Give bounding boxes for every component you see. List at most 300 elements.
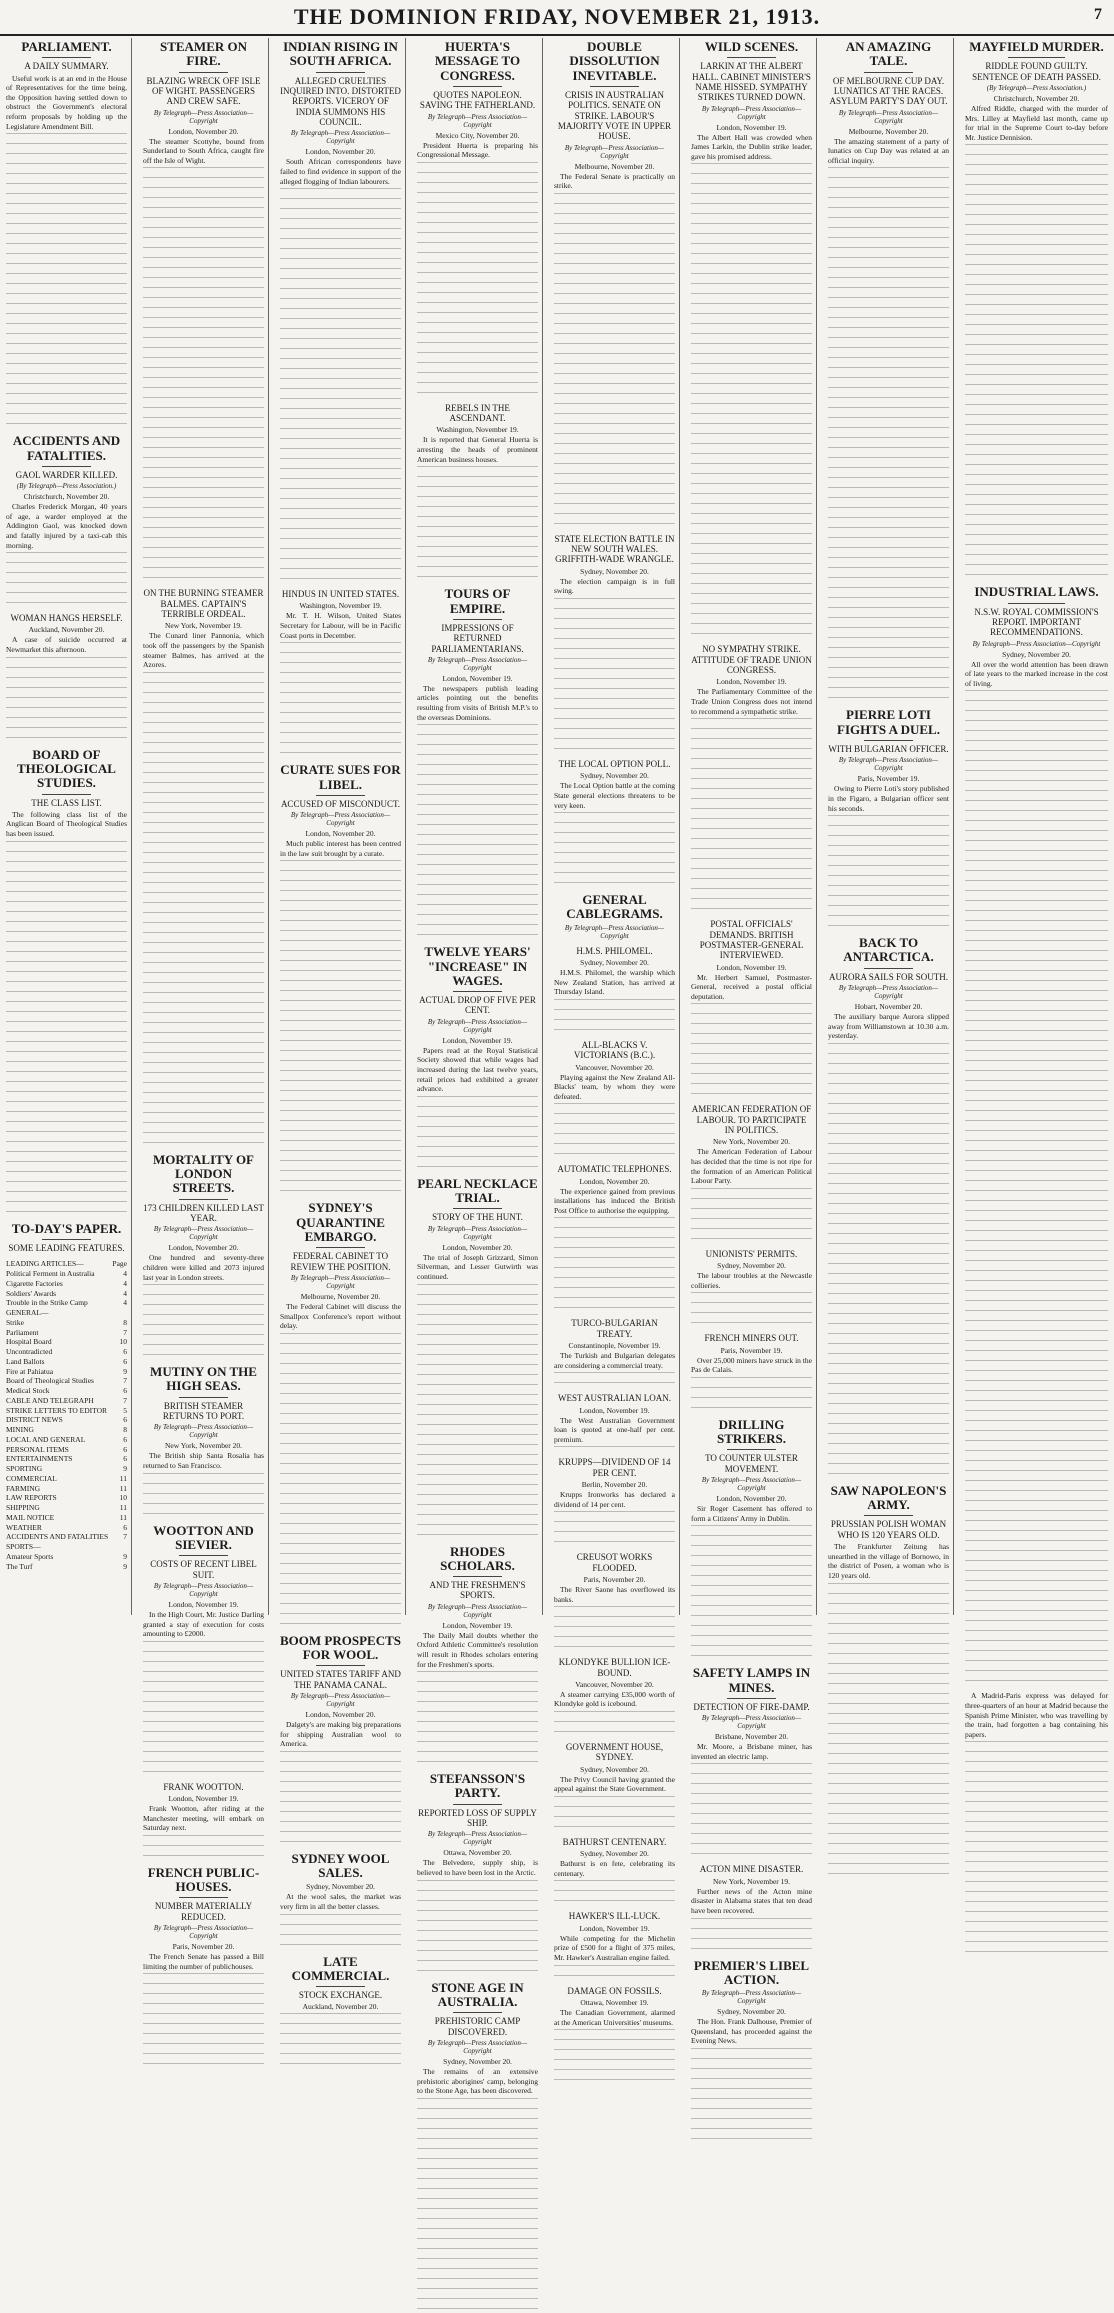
text-line — [965, 1110, 1108, 1115]
text-line — [691, 1083, 812, 1088]
text-line — [143, 497, 264, 502]
text-line — [6, 592, 127, 597]
text-line — [280, 448, 401, 453]
article-subheadline: OF MELBOURNE CUP DAY. LUNATICS AT THE RACES. ASYLUM PARTY'S DAY OUT. — [829, 75, 948, 107]
text-line — [417, 754, 538, 759]
text-line — [828, 617, 949, 622]
article-byline: By Telegraph—Press Association—Copyright — [290, 811, 391, 828]
article-body: The newspapers publish leading articles pointing out the benefits resulting from visits of British M.P.'s to the overseas Dominions. — [417, 683, 538, 722]
text-line — [6, 687, 127, 692]
text-line — [143, 397, 264, 402]
text-line — [417, 1166, 538, 1171]
text-line — [554, 1975, 675, 1980]
text-line — [691, 443, 812, 448]
text-line — [965, 184, 1108, 189]
article-text-lines — [691, 1188, 812, 1243]
text-line — [6, 1121, 127, 1126]
text-line — [280, 950, 401, 955]
column-1 — [2, 38, 132, 1615]
text-line — [417, 2288, 538, 2293]
article-subheadline: DAMAGE ON FOSSILS. — [567, 1985, 662, 1996]
article-byline: By Telegraph—Press Association—Copyright — [290, 129, 391, 146]
text-line — [554, 1217, 675, 1222]
text-line — [417, 1414, 538, 1419]
article-headline: MAYFIELD MURDER. — [969, 39, 1104, 54]
text-line — [965, 1570, 1108, 1575]
text-line — [417, 724, 538, 729]
text-line — [965, 1440, 1108, 1445]
article — [417, 40, 538, 397]
text-line — [691, 433, 812, 438]
text-line — [417, 272, 538, 277]
text-line — [6, 303, 127, 308]
text-line — [691, 1645, 812, 1650]
article-body: The Belvedere, supply ship, is believed to have been lost in the Arctic. — [417, 1858, 538, 1878]
text-line — [691, 1397, 812, 1402]
contents-label: DISTRICT NEWS — [6, 1415, 63, 1425]
text-line — [280, 1801, 401, 1806]
article-subheadline: THE LOCAL OPTION POLL. — [558, 759, 671, 770]
text-line — [280, 1841, 401, 1846]
text-line — [417, 814, 538, 819]
text-line — [280, 742, 401, 747]
text-line — [417, 362, 538, 367]
text-line — [691, 728, 812, 733]
contents-row — [6, 1445, 127, 1455]
text-line — [965, 544, 1108, 549]
text-line — [417, 2248, 538, 2253]
text-line — [143, 1855, 264, 1860]
contents-page: 6 — [123, 1415, 127, 1425]
article-byline: By Telegraph—Press Association—Copyright — [427, 1830, 528, 1847]
text-line — [280, 1423, 401, 1428]
article-dateline: New York, November 19. — [712, 1876, 791, 1886]
text-line — [828, 1043, 949, 1048]
text-line — [280, 488, 401, 493]
text-line — [691, 213, 812, 218]
text-line — [828, 1213, 949, 1218]
text-line — [828, 667, 949, 672]
text-line — [554, 1606, 675, 1611]
article-text-lines — [417, 162, 538, 397]
text-line — [280, 1020, 401, 1025]
text-line — [828, 527, 949, 532]
text-line — [280, 338, 401, 343]
text-line — [417, 2168, 538, 2173]
text-line — [828, 547, 949, 552]
text-line — [417, 1900, 538, 1905]
contents-page: 9 — [123, 1366, 127, 1376]
text-line — [280, 1040, 401, 1045]
text-line — [417, 182, 538, 187]
text-line — [691, 818, 812, 823]
headline-rule — [590, 86, 638, 87]
text-line — [417, 1890, 538, 1895]
text-line — [965, 284, 1108, 289]
contents-row — [6, 1386, 127, 1396]
text-line — [280, 1453, 401, 1458]
article-dateline: Berlin, November 20. — [581, 1480, 648, 1490]
text-line — [691, 1595, 812, 1600]
text-line — [554, 822, 675, 827]
text-line — [828, 247, 949, 252]
text-line — [691, 1525, 812, 1530]
text-line — [6, 243, 127, 248]
article-dateline: London, November 19. — [442, 1035, 513, 1045]
text-line — [143, 1132, 264, 1137]
text-line — [6, 293, 127, 298]
text-line — [965, 1550, 1108, 1555]
text-line — [691, 303, 812, 308]
text-line — [280, 1150, 401, 1155]
text-line — [828, 677, 949, 682]
article-body: H.M.S. Philomel, the warship which New Zealand Station, has arrived at Thursday Island. — [554, 968, 675, 997]
text-line — [280, 1180, 401, 1185]
article — [965, 585, 1108, 1685]
text-line — [554, 493, 675, 498]
headline-rule — [453, 2012, 501, 2013]
text-line — [417, 734, 538, 739]
article-text-lines — [828, 1043, 949, 1478]
article-subheadline: NUMBER MATERIALLY REDUCED. — [154, 1901, 253, 1922]
text-line — [143, 457, 264, 462]
text-line — [417, 854, 538, 859]
article-subheadline: AUTOMATIC TELEPHONES. — [557, 1164, 672, 1175]
text-line — [554, 1113, 675, 1118]
text-line — [965, 710, 1108, 715]
text-line — [965, 840, 1108, 845]
text-line — [691, 1585, 812, 1590]
article-text-lines — [554, 1796, 675, 1831]
text-line — [965, 790, 1108, 795]
text-line — [828, 1783, 949, 1788]
text-line — [691, 503, 812, 508]
text-line — [280, 1333, 401, 1338]
text-line — [417, 1494, 538, 1499]
text-line — [143, 822, 264, 827]
contents-label: MINING — [6, 1425, 34, 1435]
text-line — [965, 1881, 1108, 1886]
text-line — [143, 1835, 264, 1840]
page-number: 7 — [1094, 6, 1102, 23]
text-line — [143, 1751, 264, 1756]
article-headline: SYDNEY WOOL SALES. — [291, 1850, 390, 1881]
text-line — [965, 514, 1108, 519]
article-subheadline: IMPRESSIONS OF RETURNED PARLIAMENTARIANS. — [431, 622, 524, 654]
headline-rule — [316, 795, 364, 796]
text-line — [417, 1751, 538, 1756]
text-line — [828, 1703, 949, 1708]
contents-page: 11 — [119, 1473, 127, 1483]
text-line — [280, 1821, 401, 1826]
text-line — [417, 1434, 538, 1439]
text-line — [6, 941, 127, 946]
column-5 — [550, 38, 680, 2027]
article-subheadline: REBELS IN THE ASCENDANT. — [445, 402, 510, 424]
text-line — [417, 2308, 538, 2313]
text-line — [417, 2228, 538, 2233]
article-body: The Privy Council having granted the appeal against the State Government. — [554, 1774, 675, 1794]
article-body: Charles Frederick Morgan, 40 years of age, a warder employed at the Addington Gaol, was knocked down and fatally injured by a taxi-cab this morning. — [6, 502, 127, 550]
text-line — [554, 1372, 675, 1377]
article-subheadline: FRENCH MINERS OUT. — [704, 1333, 799, 1344]
article-text-lines — [417, 1671, 538, 1766]
article-body: The Daily Mail doubts whether the Oxford Athletic Committee's resolution will result in Rhodes scholars entering for the Freshmen's sports. — [417, 1630, 538, 1669]
text-line — [143, 377, 264, 382]
text-line — [417, 1691, 538, 1696]
text-line — [965, 264, 1108, 269]
text-line — [280, 538, 401, 543]
article-body: South African correspondents have failed to find evidence in support of the alleged flogging of Indian labourers. — [280, 157, 401, 186]
article-body: Further news of the Acton mine disaster in Alabama states that ten dead have been recovered. — [691, 1886, 812, 1916]
text-line — [828, 377, 949, 382]
headline-rule — [864, 968, 912, 969]
text-line — [691, 1813, 812, 1818]
text-line — [280, 298, 401, 303]
article-dateline: London, November 19. — [442, 673, 513, 683]
article — [828, 708, 949, 930]
text-line — [828, 1853, 949, 1858]
text-line — [554, 1446, 675, 1451]
text-line — [6, 841, 127, 846]
masthead-title: THE DOMINION FRIDAY, NOVEMBER 21, 1913. — [293, 4, 821, 29]
text-line — [417, 774, 538, 779]
text-line — [417, 784, 538, 789]
text-line — [280, 870, 401, 875]
text-line — [417, 476, 538, 481]
text-line — [965, 1230, 1108, 1235]
text-line — [965, 1080, 1108, 1085]
contents-page: 6 — [123, 1522, 127, 1532]
text-line — [691, 868, 812, 873]
text-line — [691, 633, 812, 638]
text-line — [280, 578, 401, 583]
article-body: The auxiliary barque Aurora slipped away from Williamstown at 10.30 a.m. yesterday. — [828, 1012, 949, 1041]
text-line — [280, 1050, 401, 1055]
text-line — [828, 1733, 949, 1738]
article-subheadline: PRUSSIAN POLISH WOMAN WHO IS 120 YEARS OLD. — [830, 1519, 947, 1540]
text-line — [6, 971, 127, 976]
text-line — [417, 1314, 538, 1319]
text-line — [554, 2039, 675, 2044]
text-line — [143, 902, 264, 907]
text-line — [417, 2238, 538, 2243]
text-line — [691, 233, 812, 238]
article-body: Krupps Ironworks has declared a dividend of 14 per cent. — [554, 1490, 675, 1509]
article-headline: FRENCH PUBLIC-HOUSES. — [147, 1864, 260, 1895]
text-line — [554, 708, 675, 713]
text-line — [965, 800, 1108, 805]
text-line — [965, 1620, 1108, 1625]
text-line — [691, 613, 812, 618]
contents-page: 5 — [123, 1405, 127, 1415]
text-line — [965, 204, 1108, 209]
text-line — [965, 1400, 1108, 1405]
text-line — [691, 808, 812, 813]
contents-label: COMMERCIAL — [6, 1473, 57, 1483]
text-line — [965, 244, 1108, 249]
text-line — [417, 292, 538, 297]
text-line — [280, 1383, 401, 1388]
text-line — [965, 474, 1108, 479]
contents-page: 4 — [123, 1269, 127, 1279]
text-line — [691, 573, 812, 578]
text-line — [965, 1410, 1108, 1415]
text-line — [6, 961, 127, 966]
article-subheadline: GAOL WARDER KILLED. — [15, 469, 118, 480]
headline-rule — [42, 466, 90, 467]
text-line — [828, 925, 949, 930]
text-line — [828, 207, 949, 212]
text-line — [691, 908, 812, 913]
text-line — [965, 174, 1108, 179]
article-body: While competing for the Michelin prize of £500 for a flight of 375 miles, Mr. Hawker's Australian engine failed. — [554, 1933, 675, 1963]
text-line — [691, 1625, 812, 1630]
text-line — [417, 172, 538, 177]
text-line — [554, 882, 675, 887]
article — [417, 1545, 538, 1767]
text-line — [417, 1146, 538, 1151]
text-line — [691, 223, 812, 228]
text-line — [143, 357, 264, 362]
text-line — [828, 1153, 949, 1158]
text-line — [691, 2098, 812, 2103]
text-line — [965, 404, 1108, 409]
contents-page: 6 — [123, 1434, 127, 1444]
text-line — [965, 1370, 1108, 1375]
article — [417, 403, 538, 581]
text-line — [6, 323, 127, 328]
text-line — [965, 1490, 1108, 1495]
text-line — [280, 2063, 401, 2068]
text-line — [280, 662, 401, 667]
text-line — [417, 1284, 538, 1289]
text-line — [417, 2188, 538, 2193]
article-text-lines — [554, 1103, 675, 1158]
article — [691, 1666, 812, 1858]
text-line — [417, 1096, 538, 1101]
text-line — [965, 1310, 1108, 1315]
text-line — [828, 1613, 949, 1618]
article-subheadline: RIDDLE FOUND GUILTY. SENTENCE OF DEATH PASSED. — [972, 61, 1101, 82]
text-line — [6, 1101, 127, 1106]
article-subheadline: ON THE BURNING STEAMER BALMES. CAPTAIN'S TERRIBLE ORDEAL. — [143, 588, 264, 620]
contents-label: Medical Stock — [6, 1386, 50, 1396]
article — [965, 40, 1108, 579]
text-line — [554, 1297, 675, 1302]
text-line — [554, 1287, 675, 1292]
article — [691, 1333, 812, 1412]
contents-row — [6, 1328, 127, 1338]
text-line — [828, 357, 949, 362]
text-line — [691, 393, 812, 398]
text-line — [554, 678, 675, 683]
text-line — [691, 353, 812, 358]
article-dateline: London, November 20. — [168, 126, 239, 136]
text-line — [554, 1511, 675, 1516]
article-subheadline: KRUPPS—DIVIDEND OF 14 PER CENT. — [558, 1457, 671, 1478]
text-line — [143, 257, 264, 262]
text-line — [143, 537, 264, 542]
article-dateline: Sydney, November 20. — [306, 1882, 375, 1892]
text-line — [6, 717, 127, 722]
text-line — [965, 1330, 1108, 1335]
text-line — [691, 1407, 812, 1412]
text-line — [691, 403, 812, 408]
article-dateline: New York, November 20. — [164, 1441, 243, 1451]
text-line — [965, 950, 1108, 955]
text-line — [965, 294, 1108, 299]
text-line — [417, 1304, 538, 1309]
article-body: Papers read at the Royal Statistical Society showed that while wages had increased during the last twelve years, retail prices had exhibited a greater advance. — [417, 1045, 538, 1094]
article-byline: (By Telegraph—Press Association.) — [986, 83, 1087, 92]
columns — [0, 38, 1114, 2096]
text-line — [965, 1280, 1108, 1285]
text-line — [828, 1183, 949, 1188]
headline-rule — [727, 1449, 775, 1450]
article-text-lines — [280, 1914, 401, 1949]
text-line — [417, 506, 538, 511]
text-line — [691, 263, 812, 268]
text-line — [828, 855, 949, 860]
text-line — [280, 438, 401, 443]
article-headline: SAW NAPOLEON'S ARMY. — [830, 1482, 947, 1513]
text-line — [965, 1270, 1108, 1275]
text-line — [417, 1374, 538, 1379]
text-line — [828, 237, 949, 242]
text-line — [965, 1841, 1108, 1846]
text-line — [143, 417, 264, 422]
text-line — [143, 812, 264, 817]
text-line — [828, 577, 949, 582]
text-line — [417, 1354, 538, 1359]
text-line — [691, 333, 812, 338]
text-line — [691, 1565, 812, 1570]
text-line — [280, 1623, 401, 1628]
text-line — [828, 1173, 949, 1178]
text-line — [828, 1193, 949, 1198]
text-line — [554, 333, 675, 338]
text-line — [417, 1334, 538, 1339]
article — [691, 644, 812, 913]
article-body: The Cunard liner Pannonia, which took off the passengers by the Spanish steamer Balmes, has arrived at the Azores. — [143, 631, 264, 670]
text-line — [280, 692, 401, 697]
text-line — [6, 223, 127, 228]
contents-row — [6, 1464, 127, 1474]
article-body: Dalgety's are making big preparations for shipping Australian wool to America. — [280, 1719, 401, 1749]
text-line — [691, 343, 812, 348]
text-line — [828, 1123, 949, 1128]
text-line — [6, 263, 127, 268]
text-line — [965, 1670, 1108, 1675]
text-line — [965, 760, 1108, 765]
text-line — [280, 2053, 401, 2058]
text-line — [965, 234, 1108, 239]
contents-row — [6, 1308, 127, 1318]
contents-page: 11 — [119, 1483, 127, 1493]
text-line — [554, 698, 675, 703]
text-line — [280, 418, 401, 423]
text-line — [828, 1803, 949, 1808]
contents-page: 11 — [119, 1512, 127, 1522]
text-line — [554, 523, 675, 528]
article-dateline: Sydney, November 20. — [717, 1261, 786, 1271]
contents-row — [6, 1269, 127, 1279]
text-line — [965, 810, 1108, 815]
article-dateline: New York, November 19. — [164, 621, 243, 631]
article-subheadline: GOVERNMENT HOUSE, SYDNEY. — [565, 1742, 664, 1763]
text-line — [691, 718, 812, 723]
